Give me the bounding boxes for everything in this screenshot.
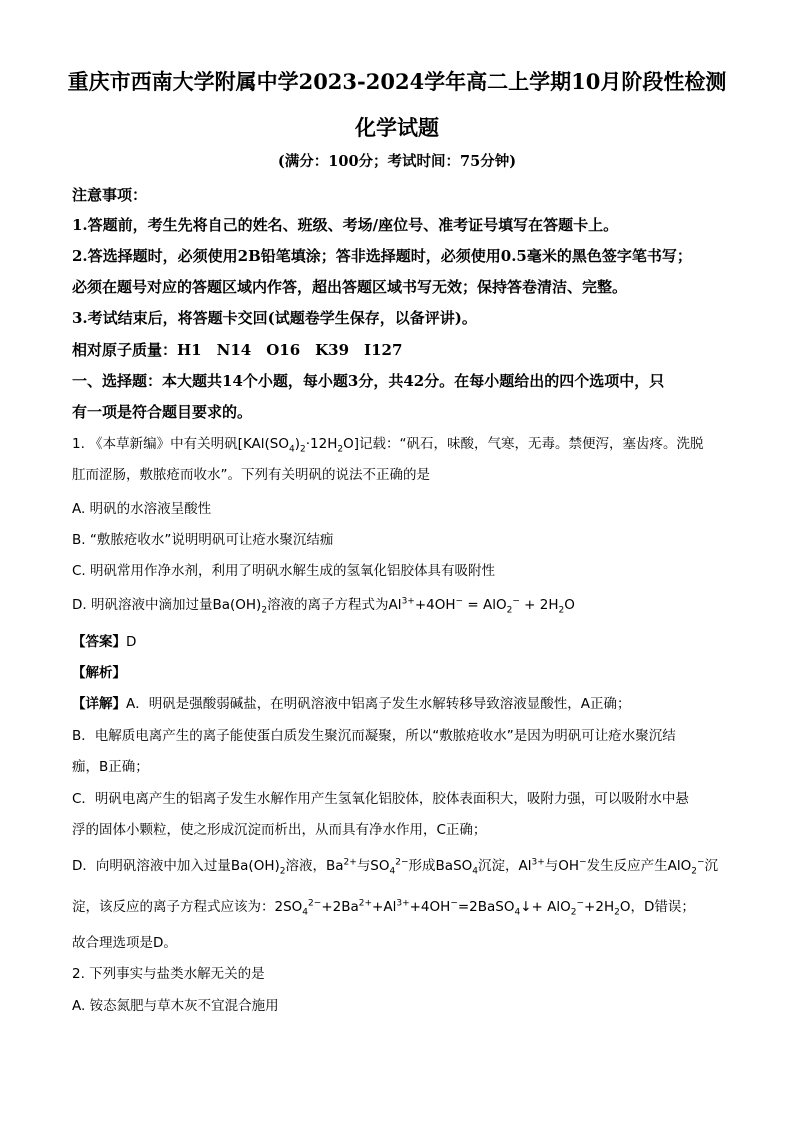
q1-detail-b-line-2: 痂，B正确； [72, 759, 149, 775]
notes-item-1: 1.答题前，考生先将自己的姓名、班级、考场/座位号、准考证号填写在答题卡上。 [72, 216, 619, 234]
section-1-heading-line-2: 有一项是符合题目要求的。 [72, 403, 253, 421]
q1-option-b: B. “敷脓疮收水”说明明矾可让疮水聚沉结痂 [72, 532, 334, 548]
score-info: (满分：100分；考试时间：75分钟) [277, 153, 517, 170]
q1-conclusion: 故合理选项是D。 [72, 935, 177, 951]
q1-option-d: D. 明矾溶液中滴加过量$Ba(OH)_2$溶液的离子方程式为$Al^{3+}+4OH^- = AlO_2^- + 2H_2O$ [72, 596, 575, 616]
q1-detail-c-line-2: 浮的固体小颗粒，使之形成沉淀而析出，从而具有净水作用，C正确； [72, 822, 487, 838]
q1-stem-prefix: 1. 《本草新编》中有关明矾[KAl(SO [72, 436, 290, 452]
q1-analysis-tag: 【解析】 [72, 665, 126, 681]
answer-value: D [126, 634, 137, 650]
q1-option-a: A. 明矾的水溶液呈酸性 [72, 501, 212, 517]
answer-tag: 【答案】 [72, 634, 126, 650]
exam-subtitle: 化学试题 [355, 115, 439, 140]
exam-title: 重庆市西南大学附属中学2023-2024学年高二上学期10月阶段性检测 [67, 69, 727, 94]
q1-detail-c-line-1: C．明矾电离产生的铝离子发生水解作用产生氢氧化铝胶体，胶体表面积大，吸附力强，可以吸附水中悬 [72, 791, 689, 807]
q1-answer [72, 630, 136, 650]
section-1-heading-line-1: 一、选择题：本大题共14个小题，每小题3分，共42分。在每小题给出的四个选项中，只 [72, 372, 665, 390]
q2-option-a: A. 铵态氮肥与草木灰不宜混合施用 [72, 998, 279, 1014]
q1-option-c: C. 明矾常用作净水剂，利用了明矾水解生成的氢氧化铝胶体具有吸附性 [72, 563, 496, 579]
detail-tag: 【详解】 [72, 696, 126, 712]
atomic-mass-line: 相对原子质量：H1 N14 O16 K39 I127 [72, 341, 403, 359]
notes-item-2-line-1: 2.答选择题时，必须使用2B铅笔填涂；答非选择题时，必须使用0.5毫米的黑色签字笔书写； [72, 247, 692, 265]
q1-detail-a: 【详解】A．明矾是强酸弱碱盐，在明矾溶液中铝离子发生水解转移导致溶液显酸性，A正确； [72, 696, 631, 712]
q1-detail-d-line-1: D．向明矾溶液中加入过量$Ba(OH)_2$溶液，$Ba^{2+}$与$SO_4^{2-}$形成BaSO$_4$沉淀，$Al^{3+}$与OH−发生反应产生AlO$_2$−沉 [72, 857, 719, 877]
q1-stem-line-2: 肛而涩肠，敷脓疮而收水”。下列有关明矾的说法不正确的是 [72, 467, 430, 483]
q2-stem: 2. 下列事实与盐类水解无关的是 [72, 966, 265, 982]
notes-item-2-line-2: 必须在题号对应的答题区域内作答，超出答题区域书写无效；保持答卷清洁、完整。 [72, 278, 628, 296]
q1-detail-b-line-1: B．电解质电离产生的离子能使蛋白质发生聚沉而凝聚，所以“敷脓疮收水”是因为明矾可让疮水聚沉结 [72, 728, 676, 744]
q1-detail-d-line-2: 淀，该反应的离子方程式应该为：$2SO_4^{2-}+2Ba^{2+}+Al^{3+}+4OH^-=2BaSO_4↓+ AlO_2^-+2H_2O$，D错误； [72, 898, 695, 918]
notes-heading: 注意事项： [72, 186, 148, 204]
q1-stem-line-1: 1. 《本草新编》中有关明矾$[KAl(SO_4)_2\cdot 12H_2O]$记载：“矾石，味酸，气寒，无毒。禁便泻，塞齿疼。洗脱 [72, 436, 704, 455]
notes-item-3: 3.考试结束后，将答题卡交回(试题卷学生保存，以备评讲)。 [72, 309, 477, 327]
